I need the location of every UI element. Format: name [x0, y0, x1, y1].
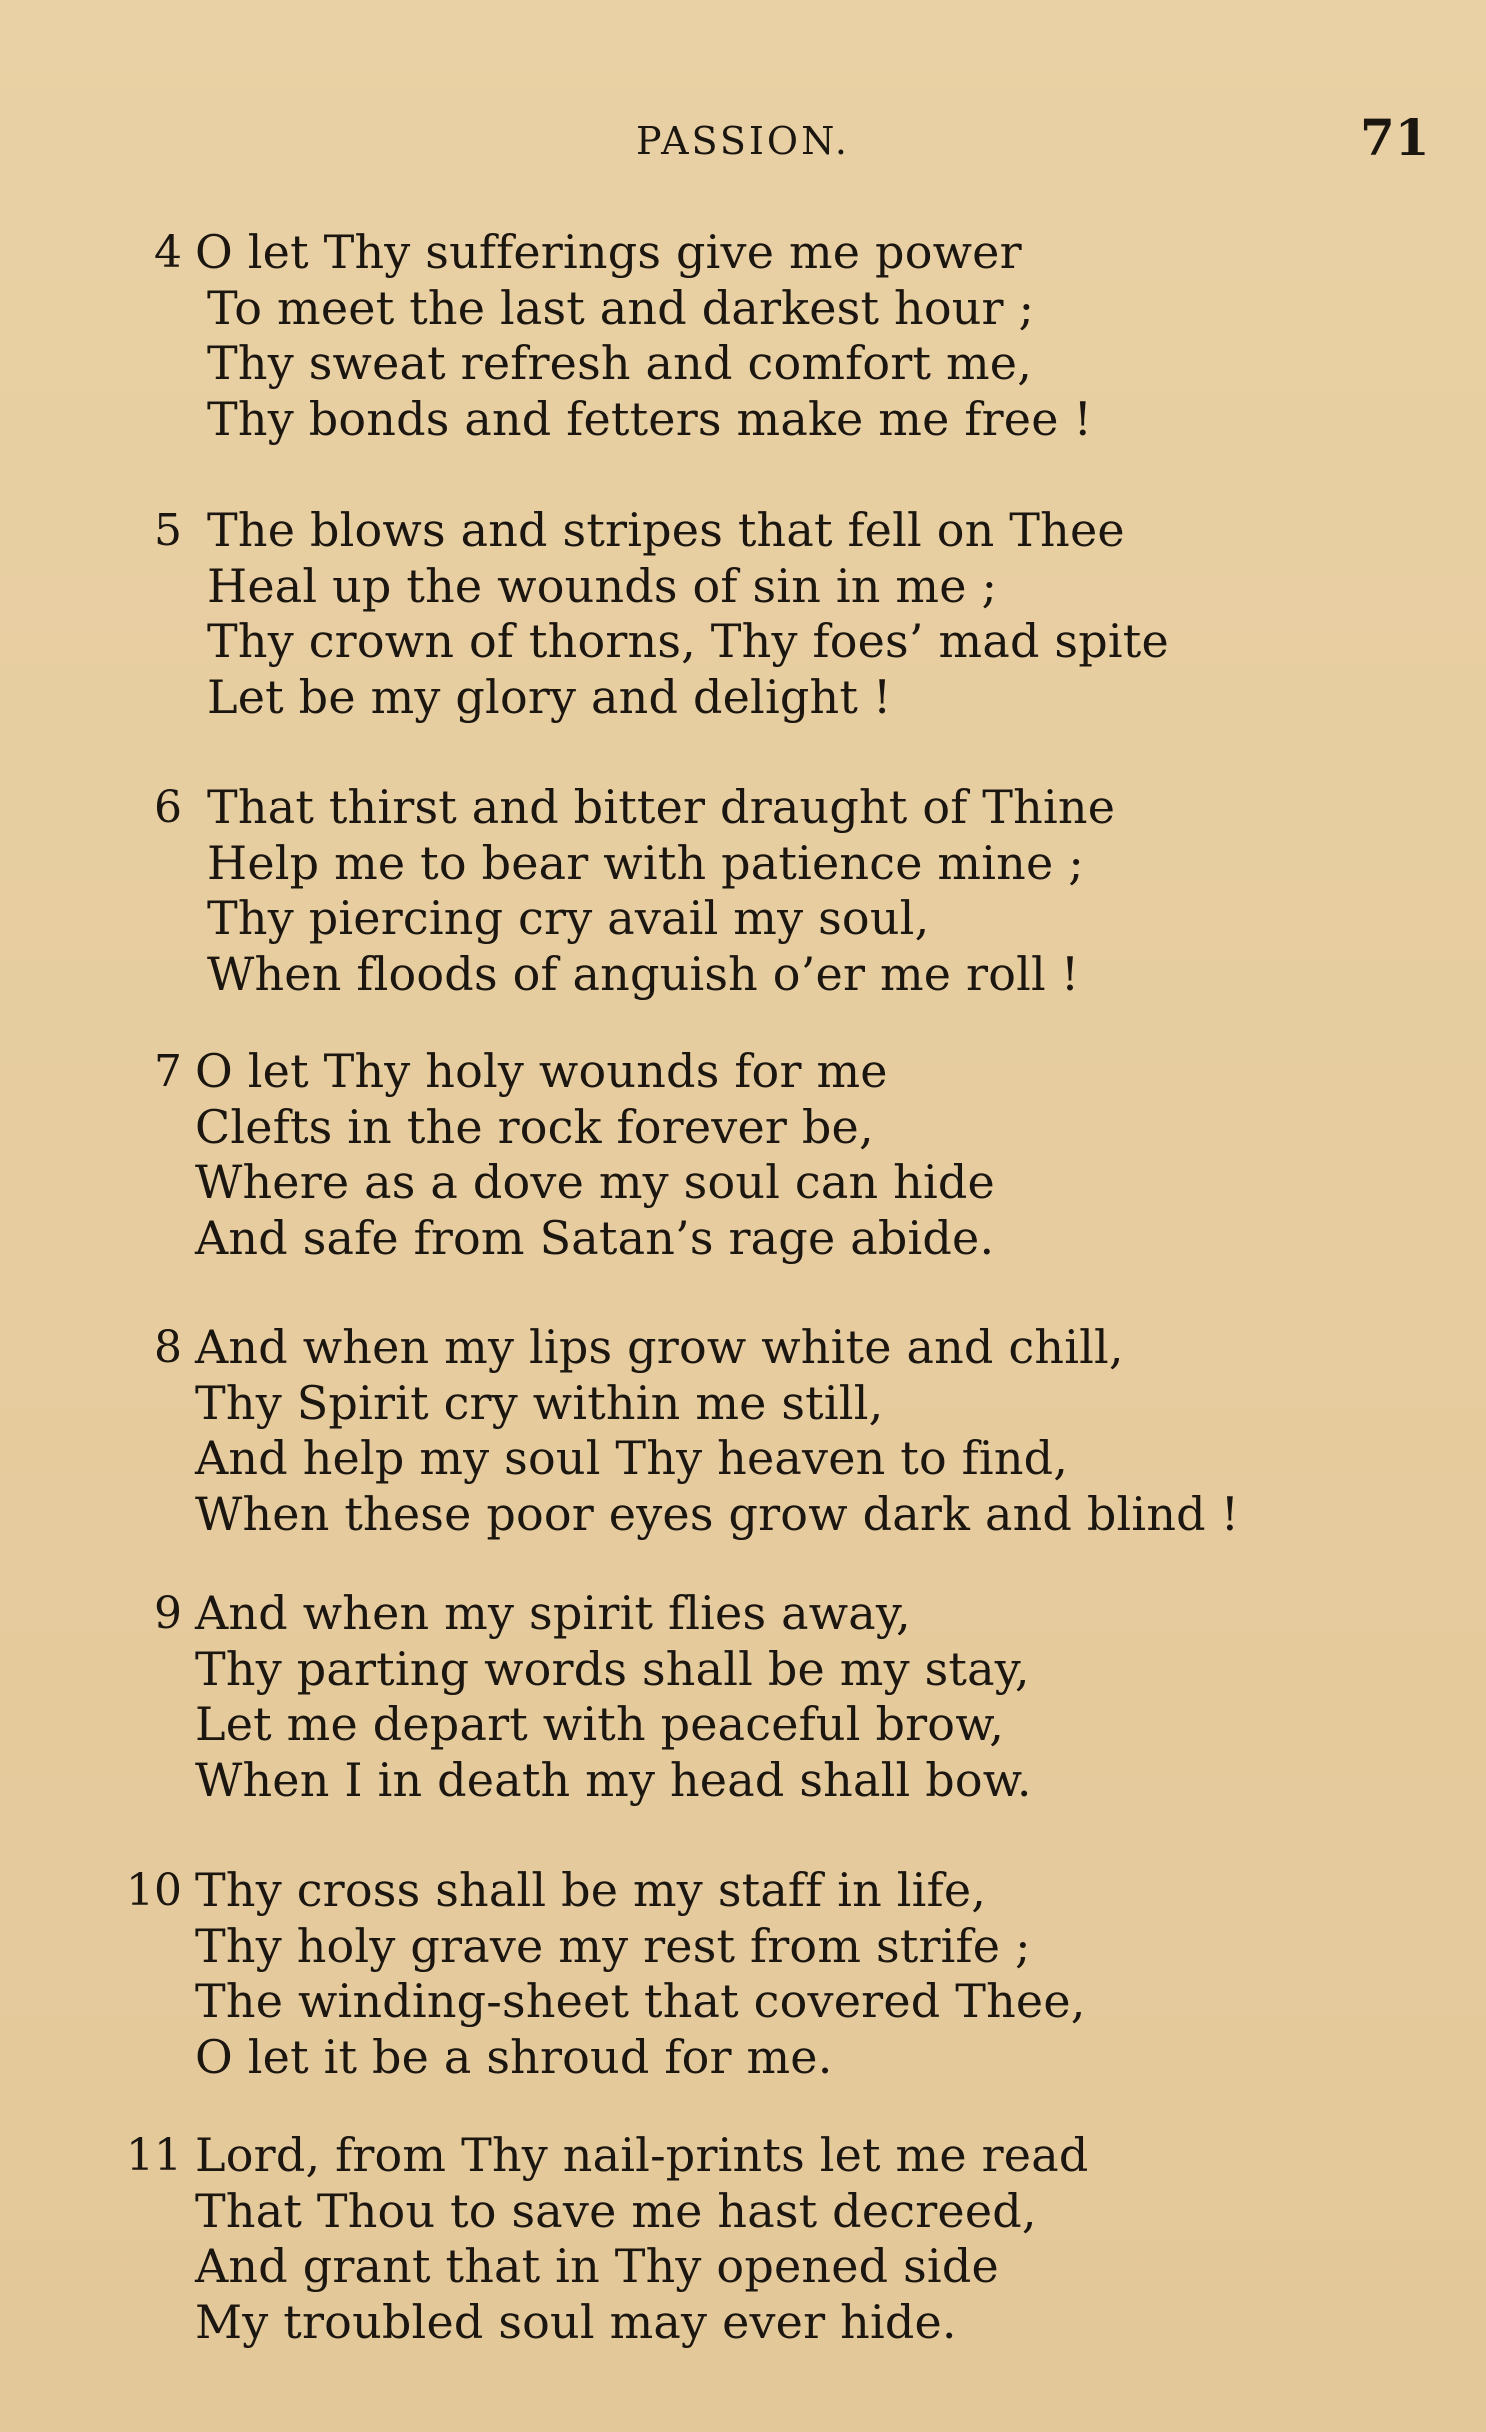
stanza-line: O let Thy holy wounds for me	[195, 1044, 888, 1098]
stanza-lines	[195, 1044, 1415, 1266]
page-header-title: PASSION.	[636, 119, 850, 163]
stanza-line: That Thou to save me hast decreed,	[195, 2183, 1037, 2238]
stanza-line: To meet the last and darkest hour ;	[207, 280, 1035, 335]
stanza-number: 4	[154, 227, 182, 278]
stanza-line: Help me to bear with patience mine ;	[207, 835, 1084, 890]
stanza-line: And when my spirit flies away,	[195, 1586, 911, 1640]
stanza-number: 10	[126, 1865, 182, 1916]
stanza-lines	[195, 1863, 1415, 2085]
stanza-line: Where as a dove my soul can hide	[195, 1155, 995, 1209]
stanza-line: Thy parting words shall be my stay,	[195, 1641, 1030, 1696]
stanza-line: When these poor eyes grow dark and blind !	[195, 1486, 1240, 1541]
stanza-line: And safe from Satan’s rage abide.	[195, 1210, 995, 1265]
stanza-line: When floods of anguish o’er me roll !	[207, 946, 1080, 1001]
stanza-line: That thirst and bitter draught of Thine	[207, 780, 1116, 834]
stanza-line: Thy cross shall be my staff in life,	[195, 1863, 987, 1917]
stanza-number: 5	[154, 505, 182, 556]
stanza-line: And when my lips grow white and chill,	[195, 1320, 1124, 1374]
stanza-lines	[195, 225, 1415, 447]
stanza-line: Heal up the wounds of sin in me ;	[207, 558, 998, 613]
stanza-line: Thy piercing cry avail my soul,	[207, 891, 930, 945]
stanza-line: Let me depart with peaceful brow,	[195, 1697, 1005, 1751]
stanza-line: Thy holy grave my rest from strife ;	[195, 1918, 1031, 1973]
stanza-lines	[195, 2128, 1415, 2350]
stanza-number: 9	[154, 1588, 182, 1639]
stanza-line: Lord, from Thy nail-prints let me read	[195, 2128, 1089, 2182]
stanza-line: When I in death my head shall bow.	[195, 1752, 1032, 1807]
stanza-line: The blows and stripes that fell on Thee	[207, 503, 1125, 557]
stanza-line: Let be my glory and delight !	[207, 669, 892, 724]
stanza-number: 6	[154, 782, 182, 833]
stanza-line: Thy crown of thorns, Thy foes’ mad spite	[207, 614, 1169, 668]
page-number: 71	[1360, 108, 1430, 167]
stanza-line: My troubled soul may ever hide.	[195, 2294, 957, 2349]
stanza-lines	[195, 1320, 1415, 1542]
stanza-lines	[195, 503, 1415, 725]
stanza-line: The winding-sheet that covered Thee,	[195, 1974, 1086, 2028]
stanza-line: Thy Spirit cry within me still,	[195, 1375, 884, 1430]
stanza-line: And help my soul Thy heaven to find,	[195, 1431, 1069, 1485]
stanza-lines	[195, 1586, 1415, 1808]
stanza-line: And grant that in Thy opened side	[195, 2239, 999, 2293]
stanza-line: O let Thy sufferings give me power	[195, 225, 1022, 279]
stanza-number: 7	[154, 1046, 182, 1097]
stanza-lines	[195, 780, 1415, 1002]
stanza-number: 8	[154, 1322, 182, 1373]
stanza-line: O let it be a shroud for me.	[195, 2029, 833, 2084]
stanza-number: 11	[126, 2130, 182, 2181]
stanza-line: Thy bonds and fetters make me free !	[207, 391, 1093, 446]
stanza-line: Clefts in the rock forever be,	[195, 1099, 874, 1154]
stanza-line: Thy sweat refresh and comfort me,	[207, 336, 1033, 390]
